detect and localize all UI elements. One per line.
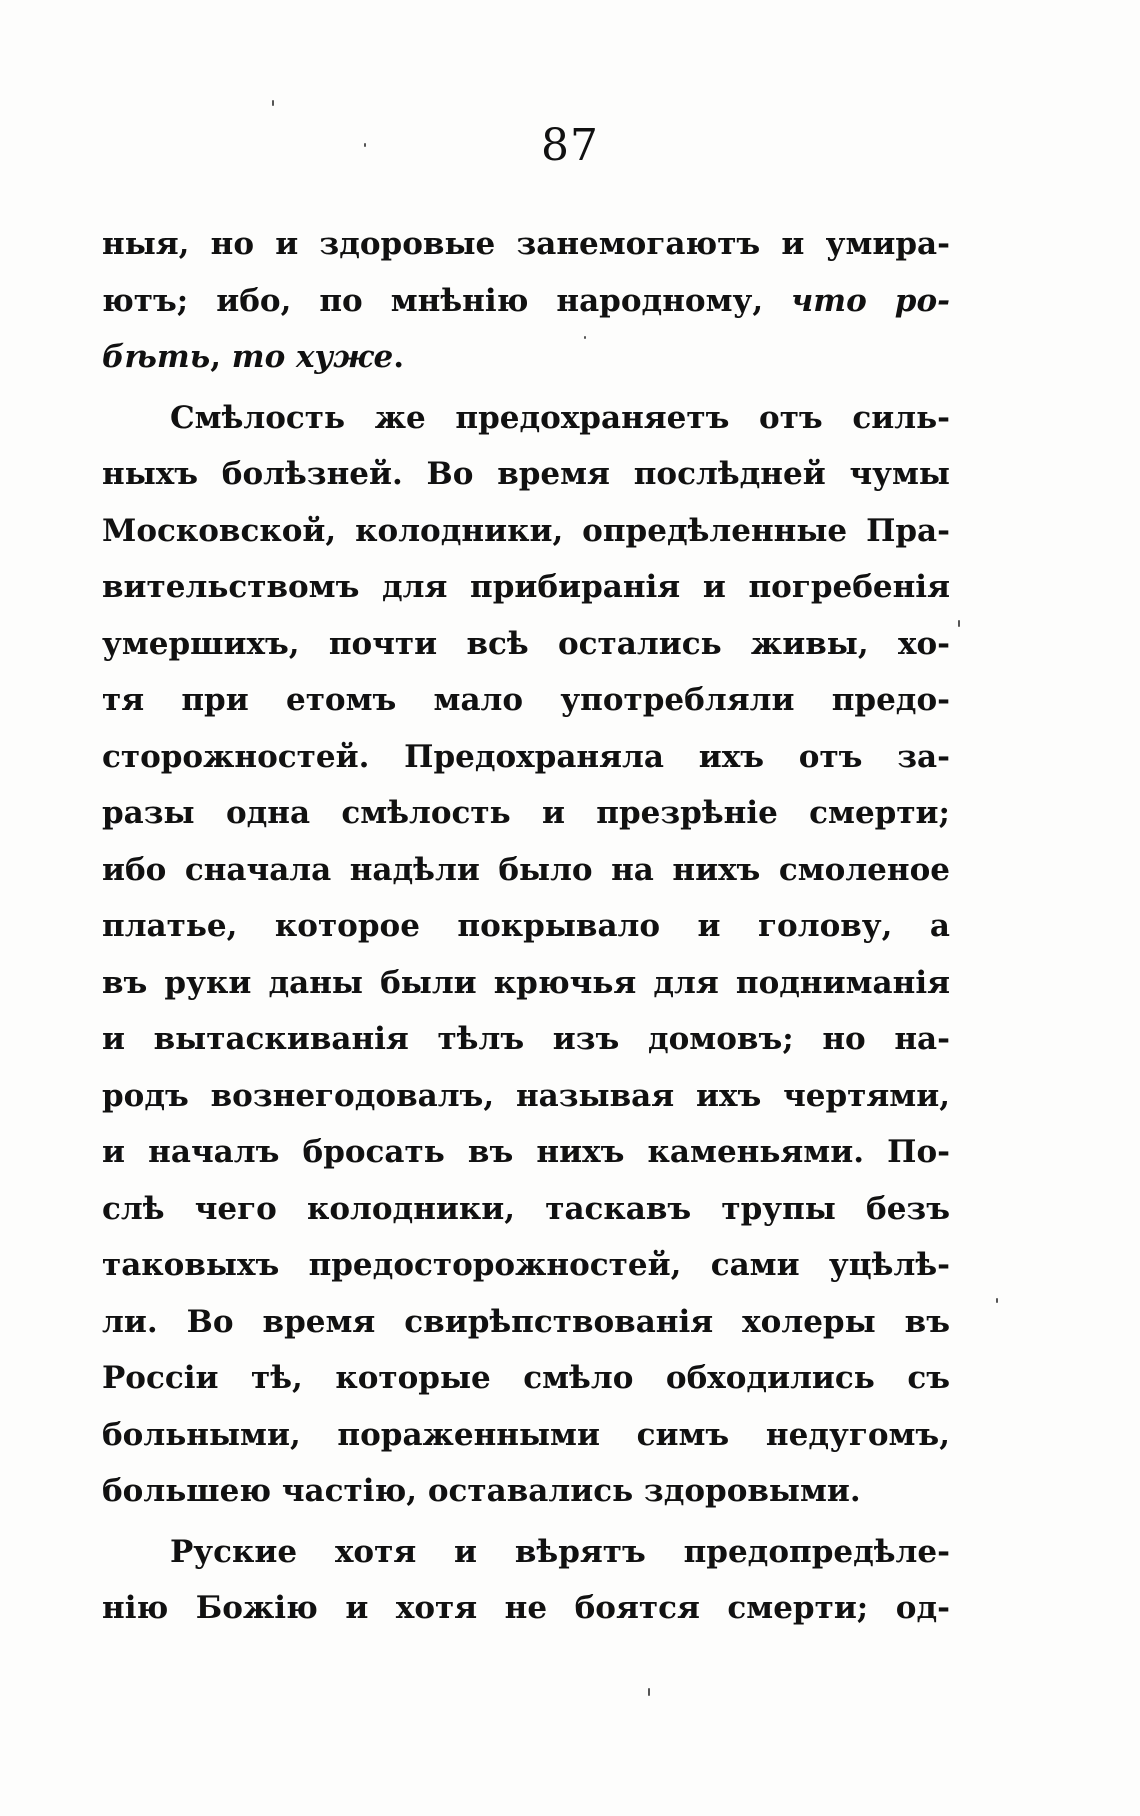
italic-text: то хуже [231, 339, 394, 375]
text-line: тя при етомъ мало употребляли предо- [102, 682, 950, 718]
text-line: ныя, но и здоровые занемогаютъ и умира- [102, 226, 950, 262]
text-line: большею частію, оставались здоровыми. [102, 1473, 861, 1509]
scan-speck [996, 1298, 998, 1303]
text-line: больными, пораженными симъ недугомъ, [102, 1416, 950, 1453]
scan-speck [958, 620, 960, 627]
text-line: сторожностей. Предохраняла ихъ отъ за- [102, 738, 950, 775]
text-line: и началъ бросать въ нихъ каменьями. По- [102, 1134, 950, 1170]
page-number: 87 [541, 120, 599, 171]
text-line: нію Божію и хотя не боятся смерти; од- [102, 1590, 950, 1626]
text-line: умершихъ, почти всѣ остались живы, хо- [102, 625, 950, 662]
text-line: таковыхъ предосторожностей, сами уцѣлѣ- [102, 1247, 950, 1283]
body-text [102, 216, 950, 1637]
italic-text: бѣть [102, 339, 211, 375]
text-line: въ руки даны были крючья для подниманія [102, 964, 950, 1001]
scan-speck [584, 336, 586, 339]
text-line: Руские хотя и вѣрятъ предопредѣле- [170, 1533, 950, 1570]
text-line: Россіи тѣ, которые смѣло обходились съ [102, 1360, 950, 1396]
scan-speck [272, 100, 274, 106]
scan-speck [648, 1688, 650, 1696]
text-line: разы одна смѣлость и презрѣніе смерти; [102, 795, 950, 831]
text-line: бѣть, то хуже. [102, 339, 405, 375]
text-line: Московской, колодники, опредѣленные Пра- [102, 512, 950, 549]
scan-speck [364, 143, 366, 147]
text-line: Смѣлость же предохраняетъ отъ силь- [170, 399, 950, 436]
text-line: платье, которое покрывало и голову, а [102, 908, 950, 944]
text-line: родъ вознегодовалъ, называя ихъ чертями, [102, 1077, 950, 1114]
text-line: ли. Во время свирѣпствованія холеры въ [102, 1303, 950, 1340]
text-line: слѣ чего колодники, таскавъ трупы безъ [102, 1190, 950, 1227]
text-line: и вытаскиванія тѣлъ изъ домовъ; но на- [102, 1021, 950, 1057]
text-line: ютъ; ибо, по мнѣнію народному, что ро- [102, 282, 950, 319]
text-line: ибо сначала надѣли было на нихъ смоленое [102, 851, 950, 888]
text-line: вительствомъ для прибиранія и погребенія [102, 569, 950, 605]
italic-text: что ро- [791, 282, 950, 319]
text-line: ныхъ болѣзней. Во время послѣдней чумы [102, 456, 950, 492]
